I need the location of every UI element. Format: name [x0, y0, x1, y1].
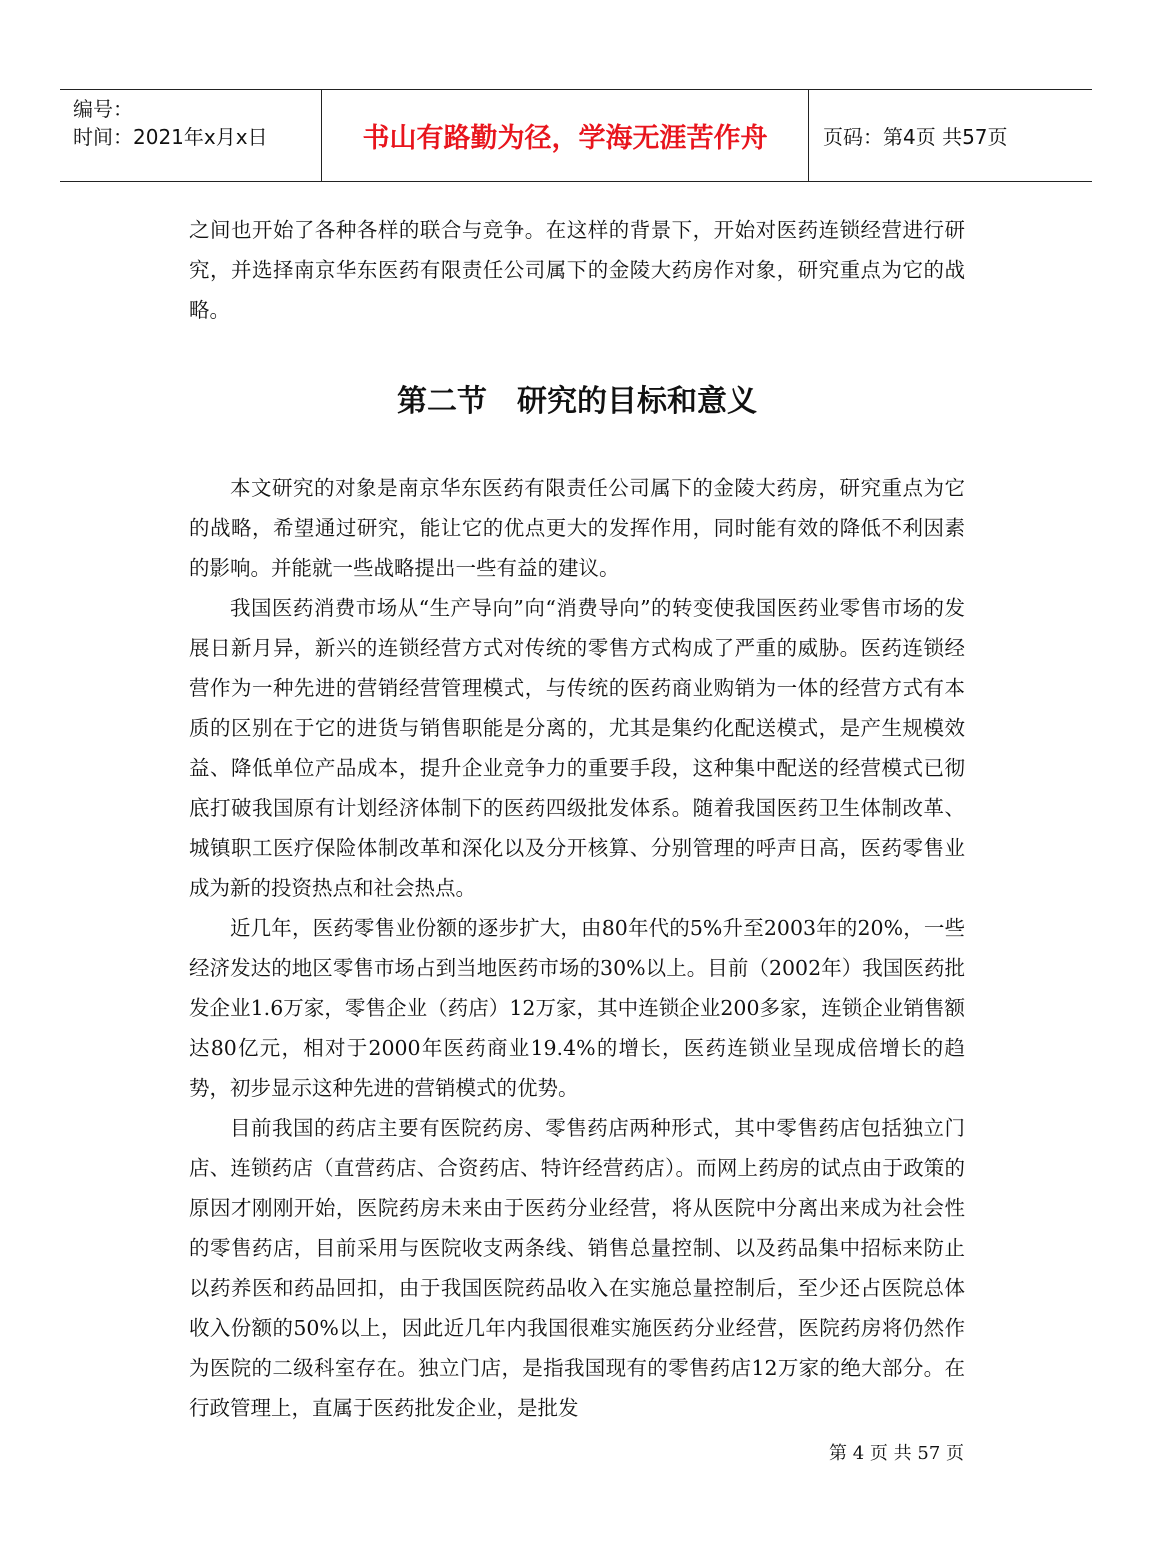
intro-paragraph: 之间也开始了各种各样的联合与竞争。在这样的背景下，开始对医药连锁经营进行研究，并选择南京华东医药有限责任公司属下的金陵大药房作对象，研究重点为它的战略。: [189, 218, 965, 322]
body-paragraph: 目前我国的药店主要有医院药房、零售药店两种形式，其中零售药店包括独立门店、连锁药店（直营药店、合资药店、特许经营药店）。而网上药房的试点由于政策的原因才刚刚开始，医院药房未来由于医药分业经营，将从医院中分离出来成为社会性的零售药店，目前采用与医院收支两条线、销售总量控制、以及药品集中招标来防止以药养医和药品回扣，由于我国医院药品收入在实施总量控制后，至少还占医院总体收入份额的50%以上，因此近几年内我国很难实施医药分业经营，医院药房将仍然作为医院的二级科室存在。独立门店，是指我国现有的零售药店12万家的绝大部分。在行政管理上，直属于医药批发企业，是批发: [189, 1116, 965, 1420]
header-page-info: 页码：第4页 共57页: [823, 125, 1008, 149]
page-footer: 第 4 页 共 57 页: [829, 1443, 964, 1464]
document-date: 时间：2021年x月x日: [73, 125, 268, 149]
section-title: 第二节 研究的目标和意义: [397, 384, 757, 419]
document-body: [189, 210, 965, 1428]
body-paragraph: 近几年，医药零售业份额的逐步扩大，由80年代的5%升至2003年的20%，一些经济发达的地区零售市场占到当地医药市场的30%以上。目前（2002年）我国医药批发企业1.6万家，零售企业（药店）12万家，其中连锁企业200多家，连锁企业销售额达80亿元，相对于2000年医药商业19.4%的增长，医药连锁业呈现成倍增长的趋势，初步显示这种先进的营销模式的优势。: [189, 916, 965, 1100]
header-meta-cell: [60, 90, 322, 181]
body-paragraph: 本文研究的对象是南京华东医药有限责任公司属下的金陵大药房，研究重点为它的战略，希望通过研究，能让它的优点更大的发挥作用，同时能有效的降低不利因素的影响。并能就一些战略提出一些有益的建议。: [189, 476, 965, 580]
body-paragraph: 我国医药消费市场从“生产导向”向“消费导向”的转变使我国医药业零售市场的发展日新月异，新兴的连锁经营方式对传统的零售方式构成了严重的威胁。医药连锁经营作为一种先进的营销经营管理模式，与传统的医药商业购销为一体的经营方式有本质的区别在于它的进货与销售职能是分离的，尤其是集约化配送模式，是产生规模效益、降低单位产品成本，提升企业竞争力的重要手段，这种集中配送的经营模式已彻底打破我国原有计划经济体制下的医药四级批发体系。随着我国医药卫生体制改革、城镇职工医疗保险体制改革和深化以及分开核算、分别管理的呼声日高，医药零售业成为新的投资热点和社会热点。: [189, 596, 965, 900]
page-header: [60, 89, 1092, 182]
header-motto: 书山有路勤为径，学海无涯苦作舟: [322, 90, 809, 181]
document-number-label: 编号：: [73, 97, 133, 121]
